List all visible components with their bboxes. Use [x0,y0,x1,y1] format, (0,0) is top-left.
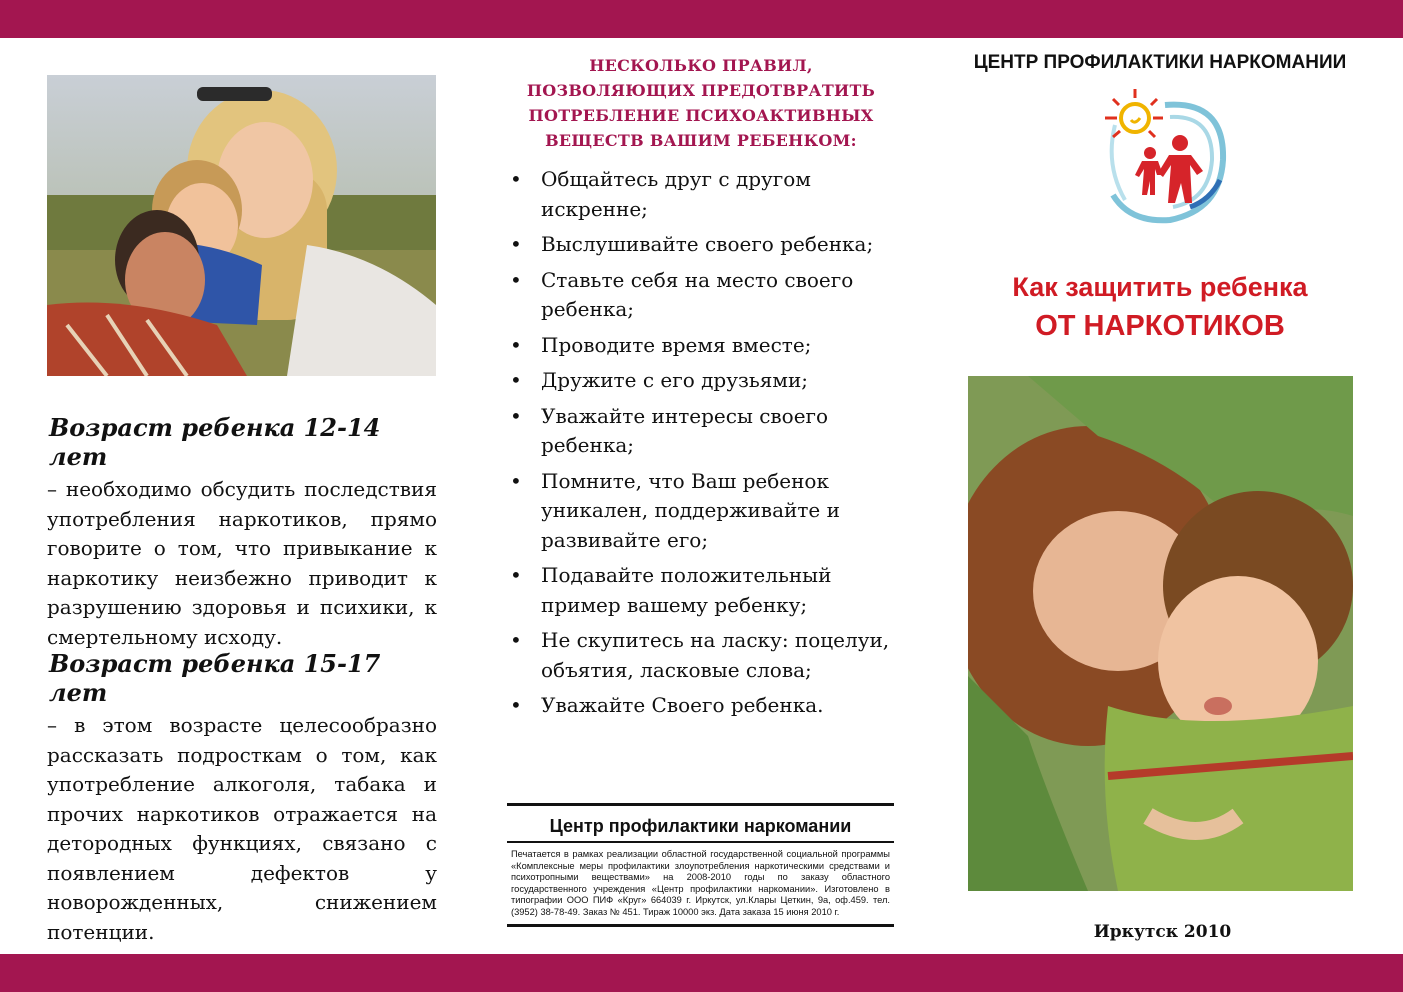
bullet-icon: • [510,167,522,191]
rules-heading-line: ПОТРЕБЛЕНИЕ ПСИХОАКТИВНЫХ [528,106,874,125]
age-section-15-17 [47,649,437,947]
age-section-text: – в этом возрасте целесообразно рассказать подросткам о том, как употребление алкоголя, табака и прочих наркотиков отражается на детородных функциях, связано с появлением дефектов у новорожденных, снижением потенции. [47,713,437,944]
rules-heading-line: ПОЗВОЛЯЮЩИХ ПРЕДОТВРАТИТЬ [526,81,876,100]
rule-text: Уважайте Своего ребенка. [541,693,824,717]
age-section-12-14 [47,413,437,652]
rules-heading-line: НЕСКОЛЬКО ПРАВИЛ, [589,56,813,75]
rule-text: Выслушивайте своего ребенка; [541,232,874,256]
sun-family-logo-icon [1095,85,1230,225]
rule-text: Проводите время вместе; [541,332,812,357]
family-photo-icon [47,75,436,376]
org-name: ЦЕНТР ПРОФИЛАКТИКИ НАРКОМАНИИ [973,52,1347,73]
age-section-title: Возраст ребенка 15-17 лет [49,649,381,707]
rule-text: Подавайте положительный пример вашему ребенку; [541,563,832,617]
bullet-icon: • [510,628,522,652]
brochure-title-line1: Как защитить ребенка [1012,272,1308,302]
list-item [510,165,895,224]
imprint-text: Печатается в рамках реализации областной государственной социальной программы «Комплексные меры профилактики злоупотребления наркотическими средствами и психотропными веществами» на 2008-2010 годы по заказу областного государственного учреждения «Центр профилактики наркомании». Изготовлено в типографии ООО ПИФ «Круг» 664039 г. Иркутск, ул.Клары Цеткин, 9а, оф.459. тел. (3952) 38-78-49. Заказ № 451. Тираж 10000 экз. Дата заказа 15 июня 2010 г. [511,849,890,917]
bullet-icon: • [510,693,522,717]
list-item [510,626,895,685]
list-item [510,467,895,556]
rule-text: Не скупитесь на ласку: поцелуи, объятия, ласковые слова; [541,628,890,682]
rule-text: Ставьте себя на место своего ребенка; [541,267,854,321]
list-item [510,561,895,620]
imprint-org-name: Центр профилактики наркомании [507,806,894,843]
mother-child-photo-icon [968,376,1353,891]
bullet-icon: • [510,368,522,392]
bullet-icon: • [510,232,522,256]
bottom-band [0,954,1403,992]
bullet-icon: • [510,468,522,493]
city-year: Иркутск 2010 [1093,922,1232,942]
imprint-box [507,803,894,927]
top-band [0,0,1403,38]
rule-text: Дружите с его друзьями; [541,368,809,392]
mother-child-photo [968,376,1353,891]
rules-heading-line: ВЕЩЕСТВ ВАШИМ РЕБЕНКОМ: [545,131,857,150]
bullet-icon: • [510,267,522,292]
brochure-title [940,268,1380,346]
list-item [510,331,895,361]
list-item [510,691,895,721]
list-item [510,266,895,325]
age-section-text: – необходимо обсудить последствия употребления наркотиков, прямо говорите о том, что привыкание к наркотику неизбежно приводит к разрушению здоровья и психики, к смертельному исходу. [47,477,437,649]
list-item [510,402,895,461]
age-section-title: Возраст ребенка 12-14 лет [49,413,381,471]
bullet-icon: • [510,332,522,357]
rule-text: Общайтесь друг с другом искренне; [541,167,811,221]
rules-heading [497,53,905,153]
family-photo [47,75,436,376]
bullet-icon: • [510,563,522,587]
bullet-icon: • [510,403,522,428]
rules-list [510,165,895,727]
list-item [510,366,895,396]
brochure-title-line2: ОТ НАРКОТИКОВ [1035,310,1285,342]
rule-text: Помните, что Ваш ребенок уникален, поддерживайте и развивайте его; [541,468,840,552]
list-item [510,230,895,260]
rule-text: Уважайте интересы своего ребенка; [541,403,829,457]
